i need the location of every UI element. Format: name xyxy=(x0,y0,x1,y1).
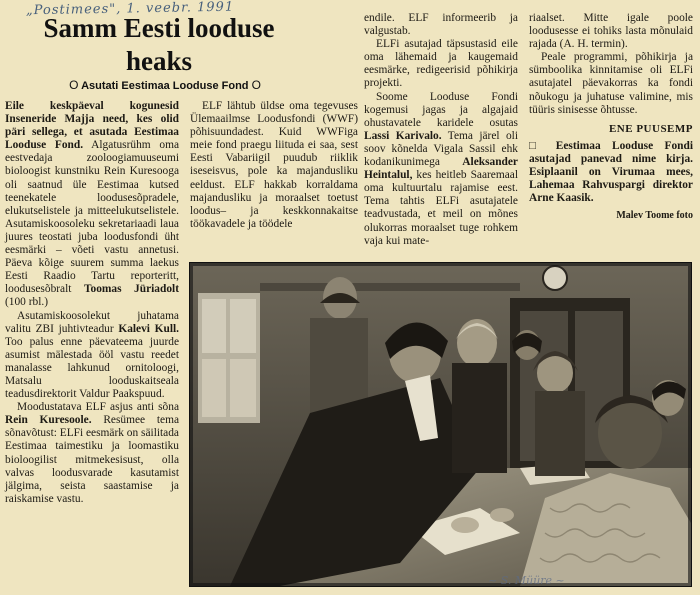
lead-bold: Eile keskpäeval kogunesid Inseneride Majja need, kes olid päri sellega, et asutada Eestimaa Looduse Fond. xyxy=(5,100,179,152)
article-column-4 xyxy=(529,12,693,222)
text-run: Moodustatava ELF asjus anti sõna xyxy=(17,401,179,414)
paragraph xyxy=(364,91,518,248)
text-run: kes heitleb Saaremaal oma kultuurtalu rajamise eest. Tema tahtis ELFi asutajatele teadvustada, et meil on mõnes olukorras moraalset tuge rohkem vaja kui mate- xyxy=(364,169,518,247)
text-run: (100 rbl.) xyxy=(5,296,49,309)
text-run: Soome Looduse Fondi kogemusi jagas ja algajaid ohustavatele karidele osutas xyxy=(364,90,518,129)
text-run: Too palus enne päevateema juurde asumist mälestada ööl vastu reedet manalasse lahkunud ornitoloogi, Matsalu looduskaitseala teadusdirektorit Valdur Paakspuud. xyxy=(5,335,179,401)
subheading-text: Asutati Eestimaa Looduse Fond xyxy=(81,80,249,92)
headline-line-2: heaks xyxy=(125,46,193,76)
person-name: Rein Kuresoole. xyxy=(5,414,92,427)
article-column-1 xyxy=(5,100,179,506)
handwritten-date-note: „Postimees", 1. veebr. 1991 xyxy=(25,0,235,19)
text-run: Algatusrühm oma eestvedaja zooloogiamuuseumi bioloogist kunstniku Rein Kuresooga oli saatnud üle Eestimaa kutsed teenekatele loodusesõpradele, elukutselistele ja mitteelukutselistele. Asutamiskoosoleku sekretariaadi laua juures teostati juba loodusfondi üht eesmärki – võeti vastu annetusi. Päeva kõige suurem summa laekus Eesti Raadio Tartu reporteritt, loodusesõbralt xyxy=(5,139,179,296)
paragraph xyxy=(5,401,179,506)
caption-bullet-icon: □ xyxy=(529,139,545,152)
paragraph: riaalset. Mitte igale poole loodusesse ei tohiks lasta mõnulaid rajada (A. H. termin). xyxy=(529,12,693,51)
photo-credit: Malev Toome foto xyxy=(616,210,693,222)
paragraph: endile. ELF informeerib ja valgustab. xyxy=(364,12,518,38)
headline xyxy=(20,12,298,78)
headline-line-1: Samm Eesti looduse xyxy=(43,13,275,43)
caption-body: Eestimaa Looduse Fondi asutajad panevad nime kirja. Esiplaanil on Virumaa mees, Lahemaa Rahvuspargi direktor Arne Kaasik. xyxy=(529,139,693,205)
subheading-ornament-right: O xyxy=(251,78,261,92)
news-photo xyxy=(189,262,692,587)
subheading-ornament-left: O xyxy=(69,78,79,92)
pen-signature-scribble: ~ S. Müüre ~ xyxy=(488,574,565,587)
photo-of-founders-signing-icon xyxy=(190,263,691,586)
paragraph xyxy=(5,310,179,402)
subheading xyxy=(20,78,310,92)
paragraph: Peale programmi, põhikirja ja sümboolika kinnitamise oli ELFi asutajatel päevakorras ka fondi nõukogu ja juhatuse valimine, mis tüüris sinisesse õhtusse. xyxy=(529,51,693,116)
text-run: Asutamiskoosolekut juhatama valitu ZBI juhtivteadur xyxy=(5,309,179,335)
paragraph: ELF lähtub üldse oma tegevuses Ülemaailmse Loodusfondi (WWF) põhisuundadest. Kuid WWFiga meie fond praegu liituda ei saa, sest Eesti Vabariigil puudub riiklik iseseisvus, pole ka majandusliku eeldust. ELF hakkab korraldama majandusliku ja moraalset toetust loodus– ja keskkonnakaitse töökavadele ja töödele xyxy=(190,100,358,230)
paragraph: ELFi asutajad täpsustasid eile oma lähemaid ja kaugemaid eesmärke, redigeerisid põhikirja projekti. xyxy=(364,38,518,90)
person-name: Kalevi Kull. xyxy=(118,322,179,335)
person-name: Toomas Jüriadolt xyxy=(83,283,179,296)
person-name: Aleksander Heintalul, xyxy=(364,156,518,182)
caption-text xyxy=(529,140,693,205)
person-name: Lassi Karivalo. xyxy=(364,129,442,142)
text-run: Tema järel oli soov kõnelda Vigala Sassil ehk kodanikunimega xyxy=(364,129,519,169)
author-signature: ENE PUUSEMP xyxy=(608,122,693,135)
article-column-2 xyxy=(190,100,358,231)
article-column-3 xyxy=(364,12,518,248)
photo-caption xyxy=(529,140,693,205)
paragraph xyxy=(5,100,179,310)
text-run: Resümee tema sõnavõtust: ELFi eesmärk on säilitada Eestimaa taimestiku ja loomastiku bioloogilist mitmekesisust, olla valvas loodusvarade kasutamist jälgima, seista saastamise ja raiskamise vastu. xyxy=(5,414,180,505)
